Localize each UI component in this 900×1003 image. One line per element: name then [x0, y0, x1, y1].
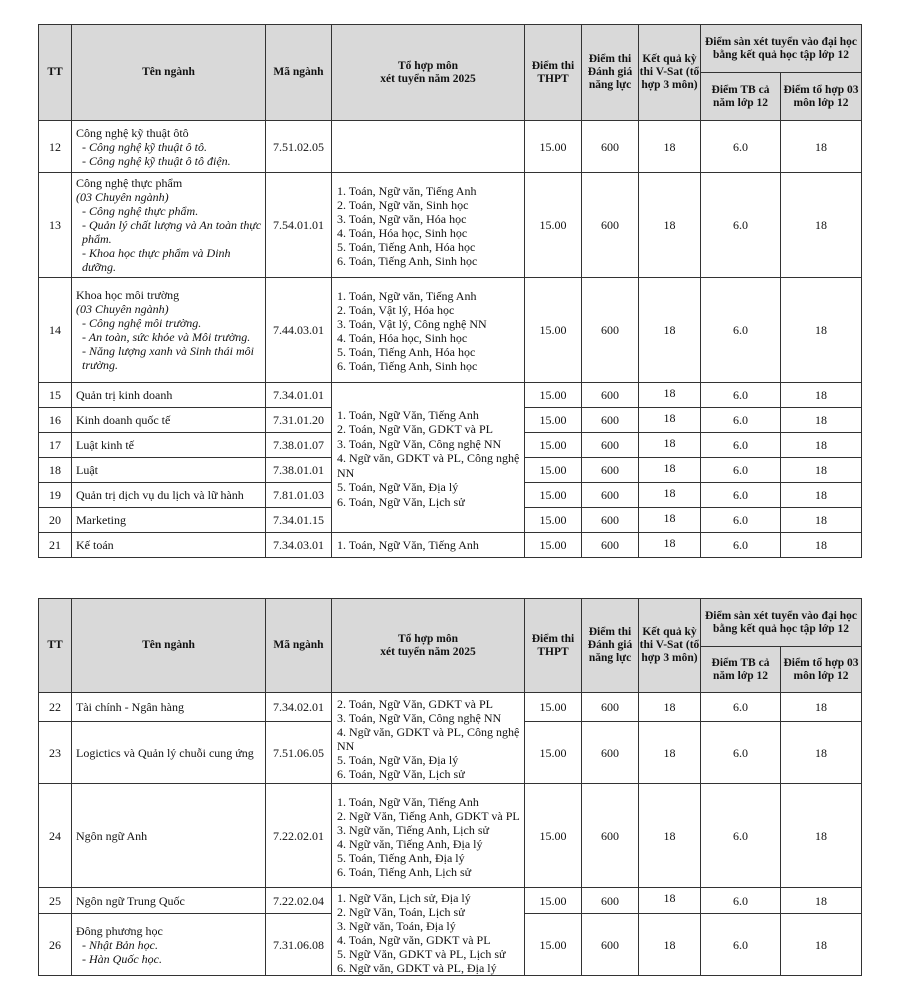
header-tohop3: Điểm tổ hợp 03 môn lớp 12 [781, 73, 862, 121]
row-th3: 18 [781, 508, 862, 533]
row-tt: 25 [39, 888, 72, 914]
row-code: 7.34.02.01 [266, 693, 332, 722]
combo-item: 6. Toán, Tiếng Anh, Sinh học [337, 254, 478, 268]
row-th3: 18 [781, 173, 862, 278]
row-code: 7.31.06.08 [266, 914, 332, 976]
combo-item: 2. Toán, Ngữ Văn, GDKT và PL [337, 697, 493, 711]
row-thpt: 15.00 [525, 121, 582, 173]
row-thpt: 15.00 [525, 433, 582, 458]
row-dgnl: 600 [582, 121, 639, 173]
program-name: Đông phương học [76, 923, 163, 938]
row-code: 7.22.02.01 [266, 784, 332, 888]
row-name: Ngôn ngữ Anh [72, 784, 266, 888]
row-dgnl: 600 [582, 458, 639, 483]
program-sub: - Công nghệ kỹ thuật ô tô. [82, 139, 207, 154]
row-combos [332, 784, 525, 888]
row-code: 7.38.01.01 [266, 458, 332, 483]
row-dgnl: 600 [582, 533, 639, 558]
table-row [39, 278, 862, 383]
shared-combos [332, 383, 525, 533]
row-name: Quản trị kinh doanh [72, 383, 266, 408]
row-dgnl: 600 [582, 722, 639, 784]
row-tb: 6.0 [701, 784, 781, 888]
combo-item: 6. Toán, Tiếng Anh, Sinh học [337, 359, 478, 373]
row-th3: 18 [781, 121, 862, 173]
row-dgnl: 600 [582, 693, 639, 722]
header-tb: Điểm TB cả năm lớp 12 [701, 647, 781, 693]
row-tb: 6.0 [701, 693, 781, 722]
row-name: Luật [72, 458, 266, 483]
combo-item: 2. Toán, Vật lý, Hóa học [337, 303, 455, 317]
header-tb: Điểm TB cả năm lớp 12 [701, 73, 781, 121]
row-vsat: 18 [639, 693, 701, 722]
row-thpt: 15.00 [525, 383, 582, 408]
row-dgnl: 600 [582, 408, 639, 433]
row-name: Luật kinh tế [72, 433, 266, 458]
header-to-hop [332, 599, 525, 693]
combo-item: 1. Toán, Ngữ Văn, Tiếng Anh [337, 538, 479, 552]
row-code: 7.34.01.01 [266, 383, 332, 408]
combo-item: 4. Ngữ văn, Tiếng Anh, Địa lý [337, 836, 483, 851]
row-tt: 19 [39, 483, 72, 508]
header-vsat: Kết quả kỳ thi V-Sat (tổ hợp 3 môn) [639, 599, 701, 693]
row-tb: 6.0 [701, 173, 781, 278]
row-vsat: 18 [639, 533, 701, 558]
header-to-hop [332, 25, 525, 121]
row-name: Quản trị dịch vụ du lịch và lữ hành [72, 483, 266, 508]
row-tb: 6.0 [701, 458, 781, 483]
row-combos [332, 121, 525, 173]
row-name [72, 278, 266, 383]
header-dgnl: Điểm thi Đánh giá năng lực [582, 25, 639, 121]
row-tb: 6.0 [701, 914, 781, 976]
header-vsat: Kết quả kỳ thi V-Sat (tổ hợp 3 môn) [639, 25, 701, 121]
row-vsat: 18 [639, 433, 701, 458]
header-to-hop-line2: xét tuyển năm 2025 [380, 72, 476, 85]
row-tt: 17 [39, 433, 72, 458]
combo-item: 4. Ngữ văn, GDKT và PL, Công nghệ NN [337, 451, 520, 480]
combo-item: 4. Toán, Hóa học, Sinh học [337, 226, 468, 240]
header-to-hop-line1: Tổ hợp môn [397, 59, 459, 72]
row-vsat: 18 [639, 483, 701, 508]
program-sub: - Khoa học thực phẩm và Dinh dưỡng. [82, 246, 231, 274]
row-dgnl: 600 [582, 784, 639, 888]
row-thpt: 15.00 [525, 784, 582, 888]
row-thpt: 15.00 [525, 278, 582, 383]
row-thpt: 15.00 [525, 722, 582, 784]
row-name: Logictics và Quản lý chuỗi cung ứng [72, 722, 266, 784]
row-combos [332, 693, 525, 784]
row-tb: 6.0 [701, 278, 781, 383]
program-sub: - Công nghệ môi trường. [82, 316, 202, 330]
combo-item: 1. Toán, Ngữ văn, Tiếng Anh [337, 184, 477, 198]
row-tt: 18 [39, 458, 72, 483]
row-name: Marketing [72, 508, 266, 533]
table-row [39, 533, 862, 558]
program-sub: - Năng lượng xanh và Sinh thái môi trường. [82, 344, 254, 372]
row-tt: 23 [39, 722, 72, 784]
program-sub: (03 Chuyên ngành) [76, 302, 169, 316]
combo-item: 1. Ngữ Văn, Lịch sử, Địa lý [337, 890, 471, 905]
combo-item: 6. Toán, Ngữ Văn, Lịch sử [337, 767, 465, 781]
program-sub: - Hàn Quốc học. [82, 951, 162, 966]
header-ma-nganh: Mã ngành [266, 599, 332, 693]
header-to-hop-line2: xét tuyển năm 2025 [380, 645, 476, 658]
row-code: 7.81.01.03 [266, 483, 332, 508]
row-th3: 18 [781, 533, 862, 558]
row-vsat: 18 [639, 508, 701, 533]
admission-table-2 [38, 598, 862, 976]
combo-item: 1. Toán, Ngữ Văn, Tiếng Anh [337, 407, 479, 422]
combo-item: 5. Toán, Tiếng Anh, Hóa học [337, 345, 476, 359]
header-ten-nganh: Tên ngành [72, 599, 266, 693]
program-sub: - Công nghệ thực phẩm. [82, 204, 199, 218]
row-name: Tài chính - Ngân hàng [72, 693, 266, 722]
row-vsat: 18 [639, 458, 701, 483]
header-dgnl: Điểm thi Đánh giá năng lực [582, 599, 639, 693]
combo-item: 1. Toán, Ngữ Văn, Tiếng Anh [337, 794, 479, 809]
combo-item: 4. Toán, Ngữ văn, GDKT và PL [337, 932, 491, 947]
row-tb: 6.0 [701, 722, 781, 784]
row-combos [332, 533, 525, 558]
row-dgnl: 600 [582, 433, 639, 458]
row-thpt: 15.00 [525, 508, 582, 533]
row-dgnl: 600 [582, 888, 639, 914]
combo-item: 3. Toán, Ngữ Văn, Công nghệ NN [337, 711, 502, 725]
row-thpt: 15.00 [525, 888, 582, 914]
row-thpt: 15.00 [525, 914, 582, 976]
row-vsat: 18 [639, 278, 701, 383]
row-name [72, 121, 266, 173]
row-dgnl: 600 [582, 508, 639, 533]
row-name [72, 173, 266, 278]
row-thpt: 15.00 [525, 408, 582, 433]
row-vsat: 18 [639, 914, 701, 976]
row-code: 7.34.01.15 [266, 508, 332, 533]
combo-item: 3. Toán, Ngữ Văn, Công nghệ NN [337, 436, 502, 451]
row-th3: 18 [781, 722, 862, 784]
row-vsat: 18 [639, 121, 701, 173]
row-vsat: 18 [639, 722, 701, 784]
row-thpt: 15.00 [525, 483, 582, 508]
row-thpt: 15.00 [525, 693, 582, 722]
row-vsat: 18 [639, 408, 701, 433]
row-tt: 12 [39, 121, 72, 173]
row-tb: 6.0 [701, 408, 781, 433]
combo-item: 2. Ngữ Văn, Tiếng Anh, GDKT và PL [337, 808, 520, 823]
row-th3: 18 [781, 278, 862, 383]
row-thpt: 15.00 [525, 533, 582, 558]
row-tt: 15 [39, 383, 72, 408]
row-tb: 6.0 [701, 433, 781, 458]
combo-item: 5. Toán, Tiếng Anh, Địa lý [337, 850, 465, 865]
header-to-hop-line1: Tổ hợp môn [397, 632, 459, 645]
combo-item: 4. Toán, Hóa học, Sinh học [337, 331, 468, 345]
program-sub: (03 Chuyên ngành) [76, 190, 169, 204]
row-code: 7.51.02.05 [266, 121, 332, 173]
table-row [39, 173, 862, 278]
row-code: 7.34.03.01 [266, 533, 332, 558]
program-sub: - An toàn, sức khỏe và Môi trường. [82, 330, 251, 344]
row-tt: 14 [39, 278, 72, 383]
row-tt: 26 [39, 914, 72, 976]
row-tb: 6.0 [701, 483, 781, 508]
header-tt: TT [39, 599, 72, 693]
program-name: Công nghệ kỹ thuật ôtô [76, 125, 189, 140]
combo-item: 3. Toán, Vật lý, Công nghệ NN [337, 317, 487, 331]
header-tt: TT [39, 25, 72, 121]
program-name: Công nghệ thực phẩm [76, 176, 183, 190]
row-code: 7.51.06.05 [266, 722, 332, 784]
header-tohop3: Điểm tổ hợp 03 môn lớp 12 [781, 647, 862, 693]
combo-item: 2. Toán, Ngữ Văn, GDKT và PL [337, 422, 493, 437]
row-combos [332, 173, 525, 278]
row-thpt: 15.00 [525, 173, 582, 278]
row-th3: 18 [781, 458, 862, 483]
combo-item: 6. Toán, Tiếng Anh, Lịch sử [337, 864, 472, 879]
row-vsat: 18 [639, 173, 701, 278]
row-code: 7.54.01.01 [266, 173, 332, 278]
row-name: Kế toán [72, 533, 266, 558]
row-tb: 6.0 [701, 888, 781, 914]
row-dgnl: 600 [582, 383, 639, 408]
program-name: Khoa học môi trường [76, 288, 180, 302]
row-name [72, 914, 266, 976]
header-ten-nganh: Tên ngành [72, 25, 266, 121]
row-th3: 18 [781, 914, 862, 976]
program-sub: - Nhật Bản học. [82, 937, 158, 952]
header-hocba-group: Điểm sàn xét tuyển vào đại học bằng kết quả học tập lớp 12 [701, 25, 862, 73]
table-row [39, 888, 862, 914]
admission-table-1 [38, 24, 862, 558]
row-combos [332, 888, 525, 976]
combo-item: 1. Toán, Ngữ văn, Tiếng Anh [337, 289, 477, 303]
combo-item: 5. Toán, Ngữ Văn, Địa lý [337, 480, 459, 495]
combo-item: 6. Toán, Ngữ Văn, Lịch sử [337, 494, 465, 509]
row-th3: 18 [781, 383, 862, 408]
row-vsat: 18 [639, 784, 701, 888]
row-th3: 18 [781, 784, 862, 888]
row-tb: 6.0 [701, 533, 781, 558]
row-combos [332, 278, 525, 383]
header-hocba-group: Điểm sàn xét tuyển vào đại học bằng kết quả học tập lớp 12 [701, 599, 862, 647]
row-tt: 21 [39, 533, 72, 558]
row-th3: 18 [781, 408, 862, 433]
combo-item: 2. Ngữ Văn, Toán, Lịch sử [337, 904, 465, 919]
program-sub: - Công nghệ kỹ thuật ô tô điện. [82, 153, 231, 168]
row-dgnl: 600 [582, 278, 639, 383]
row-tt: 22 [39, 693, 72, 722]
row-code: 7.22.02.04 [266, 888, 332, 914]
row-name: Kinh doanh quốc tế [72, 408, 266, 433]
row-tt: 13 [39, 173, 72, 278]
row-th3: 18 [781, 693, 862, 722]
table-row [39, 784, 862, 888]
row-vsat: 18 [639, 383, 701, 408]
row-tt: 16 [39, 408, 72, 433]
table-row [39, 693, 862, 722]
row-th3: 18 [781, 483, 862, 508]
combo-item: 5. Ngữ Văn, GDKT và PL, Lịch sử [337, 946, 506, 961]
row-tt: 24 [39, 784, 72, 888]
row-th3: 18 [781, 433, 862, 458]
combo-item: 6. Ngữ văn, GDKT và PL, Địa lý [337, 960, 497, 975]
row-code: 7.44.03.01 [266, 278, 332, 383]
row-tb: 6.0 [701, 508, 781, 533]
row-tb: 6.0 [701, 121, 781, 173]
row-tt: 20 [39, 508, 72, 533]
header-thpt: Điểm thi THPT [525, 599, 582, 693]
combo-item: 5. Toán, Ngữ Văn, Địa lý [337, 753, 459, 767]
row-dgnl: 600 [582, 173, 639, 278]
row-dgnl: 600 [582, 914, 639, 976]
row-tb: 6.0 [701, 383, 781, 408]
combo-item: 5. Toán, Tiếng Anh, Hóa học [337, 240, 476, 254]
row-vsat: 18 [639, 888, 701, 914]
program-sub: - Quản lý chất lượng và An toàn thực phẩm. [82, 218, 262, 246]
combo-item: 3. Toán, Ngữ văn, Hóa học [337, 212, 467, 226]
combo-item: 3. Ngữ văn, Tiếng Anh, Lịch sử [337, 822, 490, 837]
row-code: 7.38.01.07 [266, 433, 332, 458]
table-row [39, 121, 862, 173]
row-code: 7.31.01.20 [266, 408, 332, 433]
combo-item: 3. Ngữ văn, Toán, Địa lý [337, 918, 456, 933]
row-th3: 18 [781, 888, 862, 914]
row-name: Ngôn ngữ Trung Quốc [72, 888, 266, 914]
header-ma-nganh: Mã ngành [266, 25, 332, 121]
combo-item: 2. Toán, Ngữ văn, Sinh học [337, 198, 469, 212]
combo-item: 4. Ngữ văn, GDKT và PL, Công nghệ NN [337, 725, 520, 753]
table-row [39, 383, 862, 408]
header-thpt: Điểm thi THPT [525, 25, 582, 121]
row-thpt: 15.00 [525, 458, 582, 483]
row-dgnl: 600 [582, 483, 639, 508]
